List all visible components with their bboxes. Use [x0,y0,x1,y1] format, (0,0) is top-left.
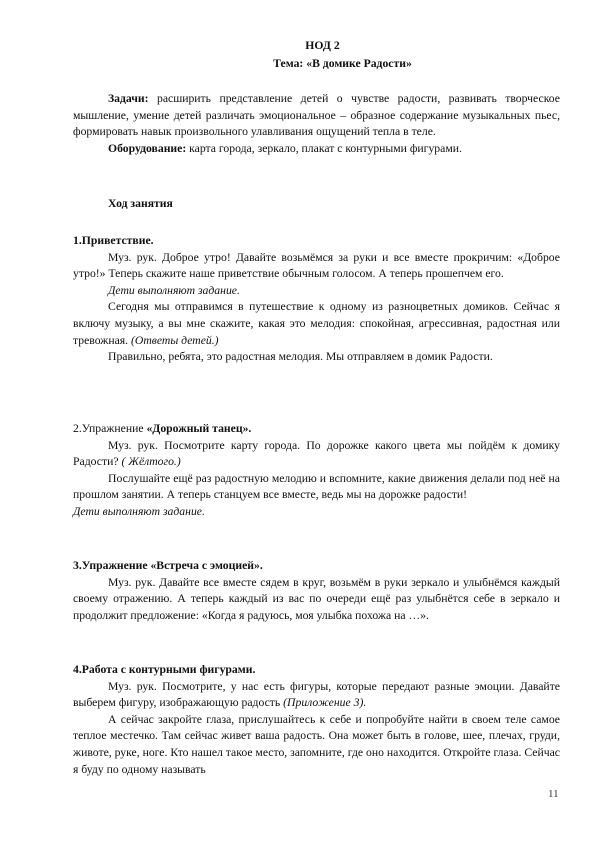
tasks-label: Задачи: [108,92,149,105]
appendix-italic: (Приложение 3). [283,696,367,710]
lesson-theme: Тема: «В домике Радости» [273,57,412,70]
paragraph-text: Давайте все вместе сядем в круг, возьмём в руки зеркало и улыбнёмся каждый своему отражению. А теперь каждый из вас по очереди ещё раз улыбнётся себе в зеркало и продолжит предложение: «Когда я радуюсь, моя улыбка похожа на …». [73,575,560,622]
heading-title: «Дорожный танец». [146,422,252,435]
paragraph [73,575,560,625]
paragraph: Муз. рук. Доброе утро! Давайте возьмёмся за руки и все вместе прокричим: «Доброе утро!» Теперь скажите наше приветствие обычным голосом. А теперь прошепчем его. [73,250,560,281]
paragraph-text: Муз. рук. Посмотрите карту города. По дорожке какого цвета мы пойдём к домику Радости? [73,438,560,469]
paragraph: Правильно, ребята, это радостная мелодия. Мы отправляем в домик Радости. [108,350,493,364]
tasks-text: расширить представление детей о чувстве радости, развивать творческое мышление, умение детей различать эмоциональное – образное содержание музыкальных пьес, формировать навык произвольного улавливания ощущений тепла в теле. [73,92,560,139]
page-number: 11 [548,788,559,800]
course-heading [73,196,560,213]
section-heading: 4.Работа с контурными фигурами. [73,663,256,676]
heading-prefix: 3.Упражнение [73,559,151,572]
equipment-paragraph [73,141,560,158]
paragraph-text: Посмотрите, у нас есть фигуры, которые передают разные эмоции. Давайте выберем фигуру, изображающую радость [73,679,560,710]
answer-italic: ( Жёлтого.) [121,455,181,469]
equipment-text: карта города, зеркало, плакат с контурными фигурами. [186,141,462,155]
paragraph [73,438,560,471]
heading-prefix: 2.Упражнение [73,422,147,435]
course-heading-text: Ход занятия [108,197,173,210]
paragraph [73,679,560,712]
page-title: НОД 2 [305,39,340,52]
section-contour-figures [73,662,560,778]
intro-section [73,91,560,157]
equipment-label: Оборудование: [108,141,187,155]
section-road-dance [73,421,560,521]
speaker-label: Муз. рук. [108,575,156,589]
paragraph-text: Сегодня мы отправимся в путешествие к одному из разноцветных домиков. Сейчас я включу музыку, а вы мне скажите, какая это мелодия: спокойная, агрессивная, радостная или тревожная. [73,300,560,347]
answer-italic: (Ответы детей.) [131,333,219,347]
paragraph: Послушайте ещё раз радостную мелодию и вспомните, какие движения делали под неё на прошлом занятии. А теперь станцуем все вместе, ведь мы на дорожке радости! [73,471,560,502]
section-heading: 1.Приветствие. [73,234,154,247]
section-heading [73,558,560,575]
paragraph [73,299,560,349]
speaker-label: Муз. рук. [108,679,157,693]
paragraph: А сейчас закройте глаза, прислушайтесь к себе и попробуйте найти в своем теле самое теплое местечко. Там сейчас живет ваша радость. Она может быть в голове, шее, плечах, груди, животе, руке, ноге. Кто нашел такое место, запомните, где оно находится. Откройте глаза. Сейчас я буду по одному называть [73,712,560,776]
section-greeting [73,233,560,366]
heading-title: «Встреча с эмоцией». [150,559,263,572]
tasks-paragraph [73,91,560,141]
section-emotion-meeting [73,558,560,624]
instruction-italic: Дети выполняют задание. [73,504,205,518]
instruction-italic: Дети выполняют задание. [108,283,240,297]
section-heading [73,421,560,438]
